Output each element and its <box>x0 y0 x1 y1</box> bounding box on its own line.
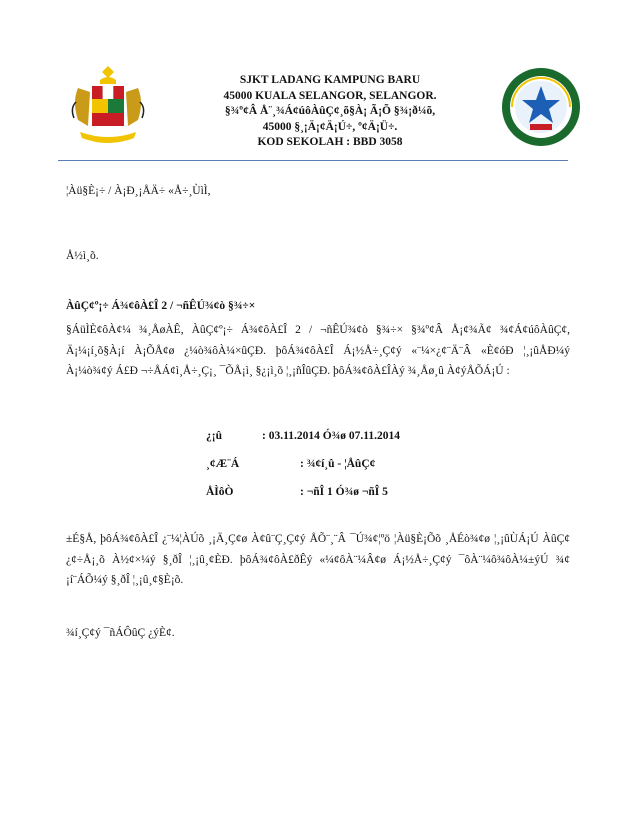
header-divider <box>58 160 568 161</box>
school-address: 45000 KUALA SELANGOR, SELANGOR. <box>223 89 437 102</box>
subject-heading: ÀûÇ¢º¡÷ Á¾¢ôÀ£Î 2 / ¬ñÊÚ¾¢ò §¾÷× <box>66 300 256 312</box>
school-header <box>170 73 490 151</box>
salutation: Å½ì¸õ. <box>66 250 99 262</box>
body-paragraph-2: ±É§Å, þôÁ¾¢ôÀ£Î ¿¨¼¦ÀÚõ ¸¡Ä¸Ç¢ø À¢û¨Ç¸Ç¢ý ÅÕ¨¸¨Â ¯Ú¾¢¦ºö ¦Àü§È¡Õõ ¸ÅÉò¾¢ø ¦¸¡ûÙÁ¡Ú ÀûÇ¢ ¿¢÷Å¡¸õ À½¢×¼ý §¸ðÎ ¦¸¡û¸¢ÈÐ. þôÁ¾¢ôÀ£ðÊý «¼¢ôÀ¨¼Â¢ø Á¡½Å÷¸Ç¢ý ¯ôÀ¨¼ô¾ôÀ¼±ýÚ ¾¢¡í¨ÁÕ¼ý §¸ðÎ ¦¸¡û¸¢§È¡õ. <box>66 533 570 586</box>
class-label: ÅÌôÒ <box>206 486 234 498</box>
date-label: ¿¡û <box>206 430 222 442</box>
school-name-tamil: §¾º¢Â Å¨¸¾Á¢úôÀûÇ¢¸õ§À¡ Ã¡Õ §¾¡ð¼õ, <box>224 105 436 118</box>
school-code: KOD SEKOLAH : BBD 3058 <box>257 136 403 149</box>
day-value: : ¾¢í¸û - ¦ÅûÇ¢ <box>300 458 376 470</box>
closing-line: ¾í¸Ç¢ý ¯ñÁÔûÇ ¿ýÈ¢. <box>66 627 175 639</box>
school-name: SJKT LADANG KAMPUNG BARU <box>239 74 421 86</box>
school-logo-icon <box>500 66 582 148</box>
coat-of-arms-icon <box>58 62 158 152</box>
class-value: : ¬ñÎ 1 Ó¾ø ¬ñÎ 5 <box>300 486 388 498</box>
day-label: ¸¢Æ¨Á <box>206 458 240 470</box>
recipient-line: ¦Àü§È¡÷ / À¡Ð¸¡ÅÄ÷ «Å÷¸ÙìÌ, <box>66 185 211 197</box>
body-paragraph-1: §ÁüÌÈ¢ôÀ¢¼ ¾¸ÅøÀÊ, ÀûÇ¢º¡÷ Á¾¢ôÀ£Î 2 / ¬ñÊÚ¾¢ò §¾÷× §¾º¢Â Å¡¢¾Ã¢ ¾¢Á¢úôÀûÇ¢, Ä¡¼¡í¸õ§À¡í À¡ÕÅ¢ø ¿¼ò¾ôÀ¼×ûÇÐ. þôÁ¾¢ôÀ£Î Á¡½Å÷¸Ç¢ý «¨¼×¿¢¨Ä¨Â «È¢óÐ ¦¸¡ûÅÐ¼ý À¡¼ò¾¢ý Á£Ð ¬÷ÅÁ¢ì¸Å÷¸Ç¡¸ ¯ÕÅ¡ì¸ §¿¡ì¸õ ¦¸¡ñÎûÇÐ. þôÁ¾¢ôÀ£ÎÀý ¾¸Åø¸û À¢ýÅÕÁ¡Ú : <box>66 324 570 377</box>
school-address-tamil: 45000 §¸¡Ä¡¢Ä¡Ú÷, º¢Ä¡Ü÷. <box>262 120 398 133</box>
date-value: : 03.11.2014 Ó¾ø 07.11.2014 <box>262 430 401 442</box>
